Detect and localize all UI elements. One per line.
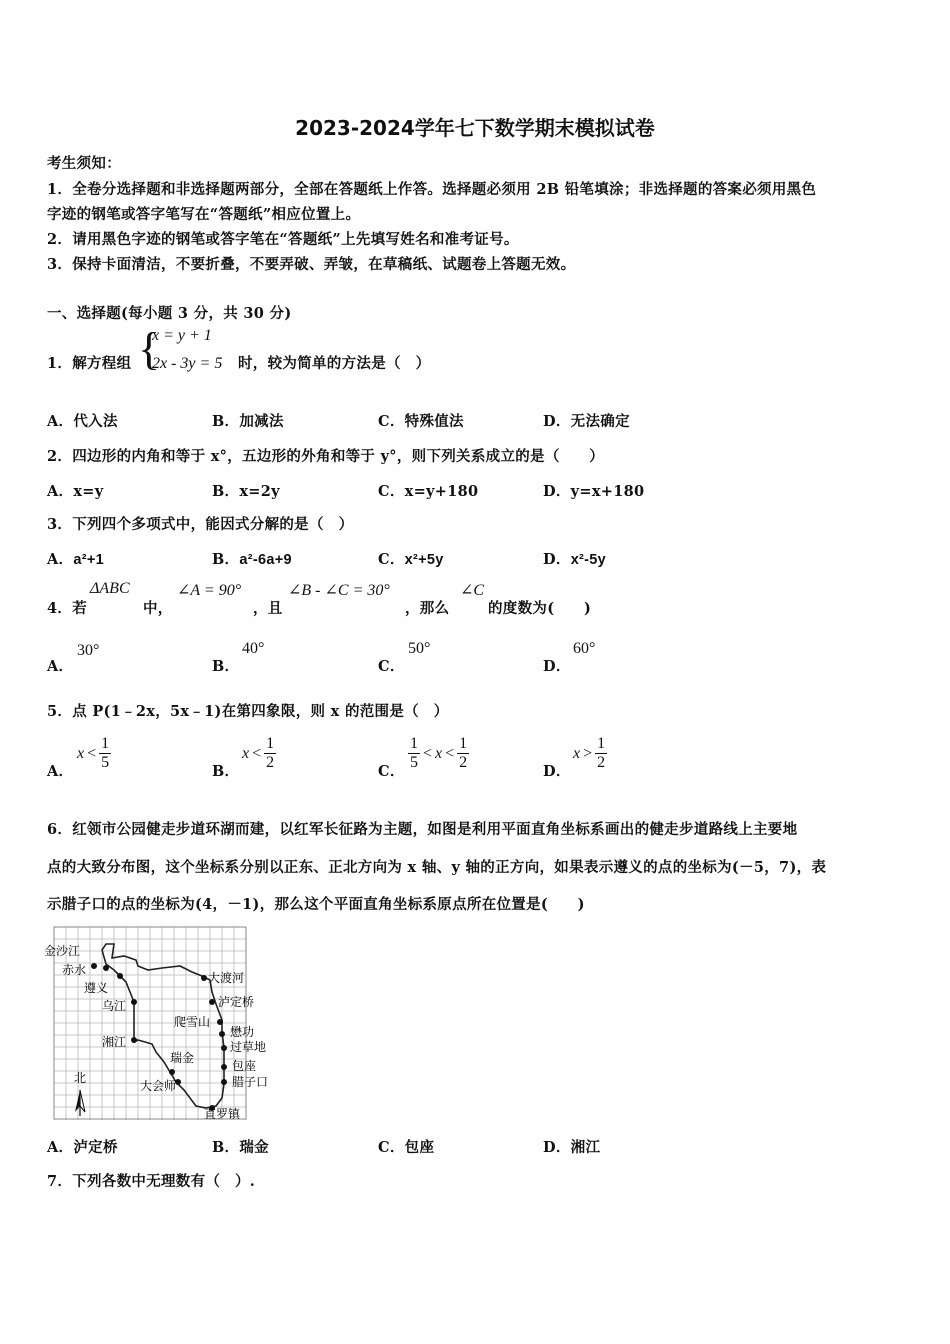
label-paxueshan: 爬雪山 — [174, 1015, 211, 1029]
q3-stem: 3．下列四个多项式中，能因式分解的是（ ） — [47, 516, 354, 533]
q1-option-d[interactable]: D．无法确定 — [543, 413, 630, 430]
var-x: x — [573, 745, 581, 762]
q4-math-abc: ΔABC — [90, 580, 130, 597]
option-label: B． — [212, 551, 240, 568]
notice-line-1b: 字迹的钢笔或答字笔写在“答题纸”相应位置上。 — [47, 206, 361, 223]
q2-stem: 2．四边形的内角和等于 x°，五边形的外角和等于 y°，则下列关系成立的是（ ） — [47, 448, 605, 465]
q4-math-angle-a: ∠A = 90° — [177, 582, 242, 599]
label-ludingqiao: 泸定桥 — [218, 995, 255, 1009]
q4-math-angle-diff: ∠B - ∠C = 30° — [288, 582, 390, 599]
q5-label-d[interactable]: D． — [543, 763, 571, 780]
q2-option-d[interactable]: D．y=x+180 — [543, 483, 645, 500]
label-guocaodi: 过草地 — [230, 1040, 267, 1054]
q4-part-4: ，那么 — [405, 600, 450, 617]
q3-option-a[interactable] — [47, 548, 104, 569]
denominator: 5 — [410, 754, 418, 771]
numerator: 1 — [459, 735, 468, 752]
notice-line-2: 2．请用黑色字迹的钢笔或答字笔在“答题纸”上先填写姓名和准考证号。 — [47, 231, 519, 248]
fraction — [595, 735, 607, 772]
label-jinshajiang: 金沙江 — [44, 944, 81, 958]
label-maogong: 懋功 — [230, 1025, 255, 1039]
q6-option-c[interactable]: C．包座 — [378, 1139, 435, 1156]
label-chishui: 赤水 — [62, 963, 87, 977]
q5-label-a[interactable]: A． — [47, 763, 74, 780]
q5-expr-c — [408, 735, 469, 772]
q3-expr-c: x²+5y — [404, 552, 444, 568]
q5-stem: 5．点 P(1﹣2x，5x﹣1)在第四象限，则 x 的范围是（ ） — [47, 703, 449, 720]
q5-label-c[interactable]: C． — [378, 763, 405, 780]
q4-part-2: 中， — [143, 600, 173, 617]
q1-prefix: 1．解方程组 — [47, 355, 132, 372]
denominator: 2 — [597, 754, 606, 771]
q1-option-c[interactable]: C．特殊值法 — [378, 413, 464, 430]
option-label: C． — [378, 551, 405, 568]
q3-option-c[interactable] — [378, 548, 444, 569]
q3-option-d[interactable] — [543, 548, 606, 569]
q3-expr-d: x²-5y — [570, 552, 607, 568]
label-lazikou: 腊子口 — [232, 1075, 269, 1089]
north-arrow-icon — [75, 1090, 85, 1116]
less-than: < — [423, 745, 433, 762]
greater-than: > — [583, 745, 593, 762]
option-label: D． — [543, 551, 571, 568]
q3-option-b[interactable] — [212, 548, 292, 569]
var-x: x — [435, 745, 443, 762]
label-zunyi: 遵义 — [84, 981, 109, 995]
q4-value-c: 50° — [408, 640, 431, 657]
q4-label-d[interactable]: D． — [543, 658, 571, 675]
label-north: 北 — [74, 1071, 87, 1085]
q4-value-a: 30° — [77, 642, 100, 659]
q6-option-d[interactable]: D．湘江 — [543, 1139, 601, 1156]
q1-equation-2: 2x - 3y = 5 — [152, 355, 223, 372]
denominator: 2 — [266, 754, 275, 771]
section-heading: 一、选择题(每小题 3 分，共 30 分) — [47, 305, 292, 322]
q4-part-3: ，且 — [253, 600, 283, 617]
less-than: < — [445, 745, 455, 762]
numerator: 1 — [597, 735, 606, 752]
q4-value-b: 40° — [242, 640, 265, 657]
label-zhiluozhen: 直罗镇 — [204, 1107, 241, 1121]
q5-label-b[interactable]: B． — [212, 763, 240, 780]
q7-stem: 7．下列各数中无理数有（ ）. — [47, 1173, 256, 1190]
q2-option-a[interactable]: A．x=y — [47, 483, 104, 500]
label-dahuishi: 大会师 — [140, 1079, 177, 1093]
q6-line-2: 点的大致分布图，这个坐标系分别以正东、正北方向为 x 轴、y 轴的正方向，如果表示遵义的点的坐标为(－5，7)，表 — [47, 859, 827, 876]
fraction — [457, 735, 469, 772]
q6-option-a[interactable]: A．泸定桥 — [47, 1139, 118, 1156]
notice-line-1a: 1．全卷分选择题和非选择题两部分，全部在答题纸上作答。选择题必须用 2B 铅笔填涂；非选择题的答案必须用黑色 — [47, 181, 817, 198]
q4-part-1: 4．若 — [47, 600, 87, 617]
q4-math-angle-c: ∠C — [460, 582, 485, 599]
q2-option-b[interactable]: B．x=2y — [212, 483, 280, 500]
label-baozuo: 包座 — [232, 1059, 257, 1073]
denominator: 5 — [101, 754, 110, 771]
q5-expr-a — [77, 735, 111, 772]
notice-line-3: 3．保持卡面清洁，不要折叠，不要弄破、弄皱，在草稿纸、试题卷上答题无效。 — [47, 256, 576, 273]
option-label: A． — [47, 551, 74, 568]
label-ruijin: 瑞金 — [170, 1051, 195, 1065]
q6-line-1: 6．红领市公园健走步道环湖而建，以红军长征路为主题，如图是利用平面直角坐标系画出的健走步道路线上主要地 — [47, 821, 798, 838]
q4-label-a[interactable]: A． — [47, 658, 74, 675]
less-than: < — [252, 745, 262, 762]
q3-expr-b: a²-6a+9 — [239, 552, 292, 568]
q4-label-c[interactable]: C． — [378, 658, 405, 675]
q4-part-5: 的度数为( ) — [488, 600, 592, 617]
label-xiangjiang: 湘江 — [102, 1035, 127, 1049]
denominator: 2 — [459, 754, 468, 771]
numerator: 1 — [266, 735, 275, 752]
var-x: x — [242, 745, 250, 762]
less-than: < — [87, 745, 97, 762]
q6-option-b[interactable]: B．瑞金 — [212, 1139, 269, 1156]
q3-expr-a: a²+1 — [73, 552, 104, 568]
numerator: 1 — [101, 735, 110, 752]
fraction — [408, 735, 420, 772]
q2-option-c[interactable]: C．x=y+180 — [378, 483, 479, 500]
q4-label-b[interactable]: B． — [212, 658, 240, 675]
fraction — [99, 735, 111, 772]
q1-equation-1: x = y + 1 — [152, 327, 212, 344]
q1-option-a[interactable]: A．代入法 — [47, 413, 118, 430]
label-daduhe: 大渡河 — [208, 971, 245, 985]
q1-option-b[interactable]: B．加减法 — [212, 413, 284, 430]
route-map — [44, 922, 280, 1124]
page-title: 2023-2024学年七下数学期末模拟试卷 — [295, 116, 655, 140]
q4-value-d: 60° — [573, 640, 596, 657]
q6-line-3: 示腊子口的点的坐标为(4，－1)，那么这个平面直角坐标系原点所在位置是( ) — [47, 896, 585, 913]
q5-expr-b — [242, 735, 276, 772]
system-brace: { — [138, 323, 161, 374]
var-x: x — [77, 745, 85, 762]
q5-expr-d — [573, 735, 607, 772]
q1-suffix: 时，较为简单的方法是（ ） — [238, 355, 431, 372]
fraction — [264, 735, 276, 772]
numerator: 1 — [410, 735, 418, 752]
label-wujiang: 乌江 — [102, 999, 127, 1013]
notice-heading: 考生须知： — [47, 155, 121, 172]
